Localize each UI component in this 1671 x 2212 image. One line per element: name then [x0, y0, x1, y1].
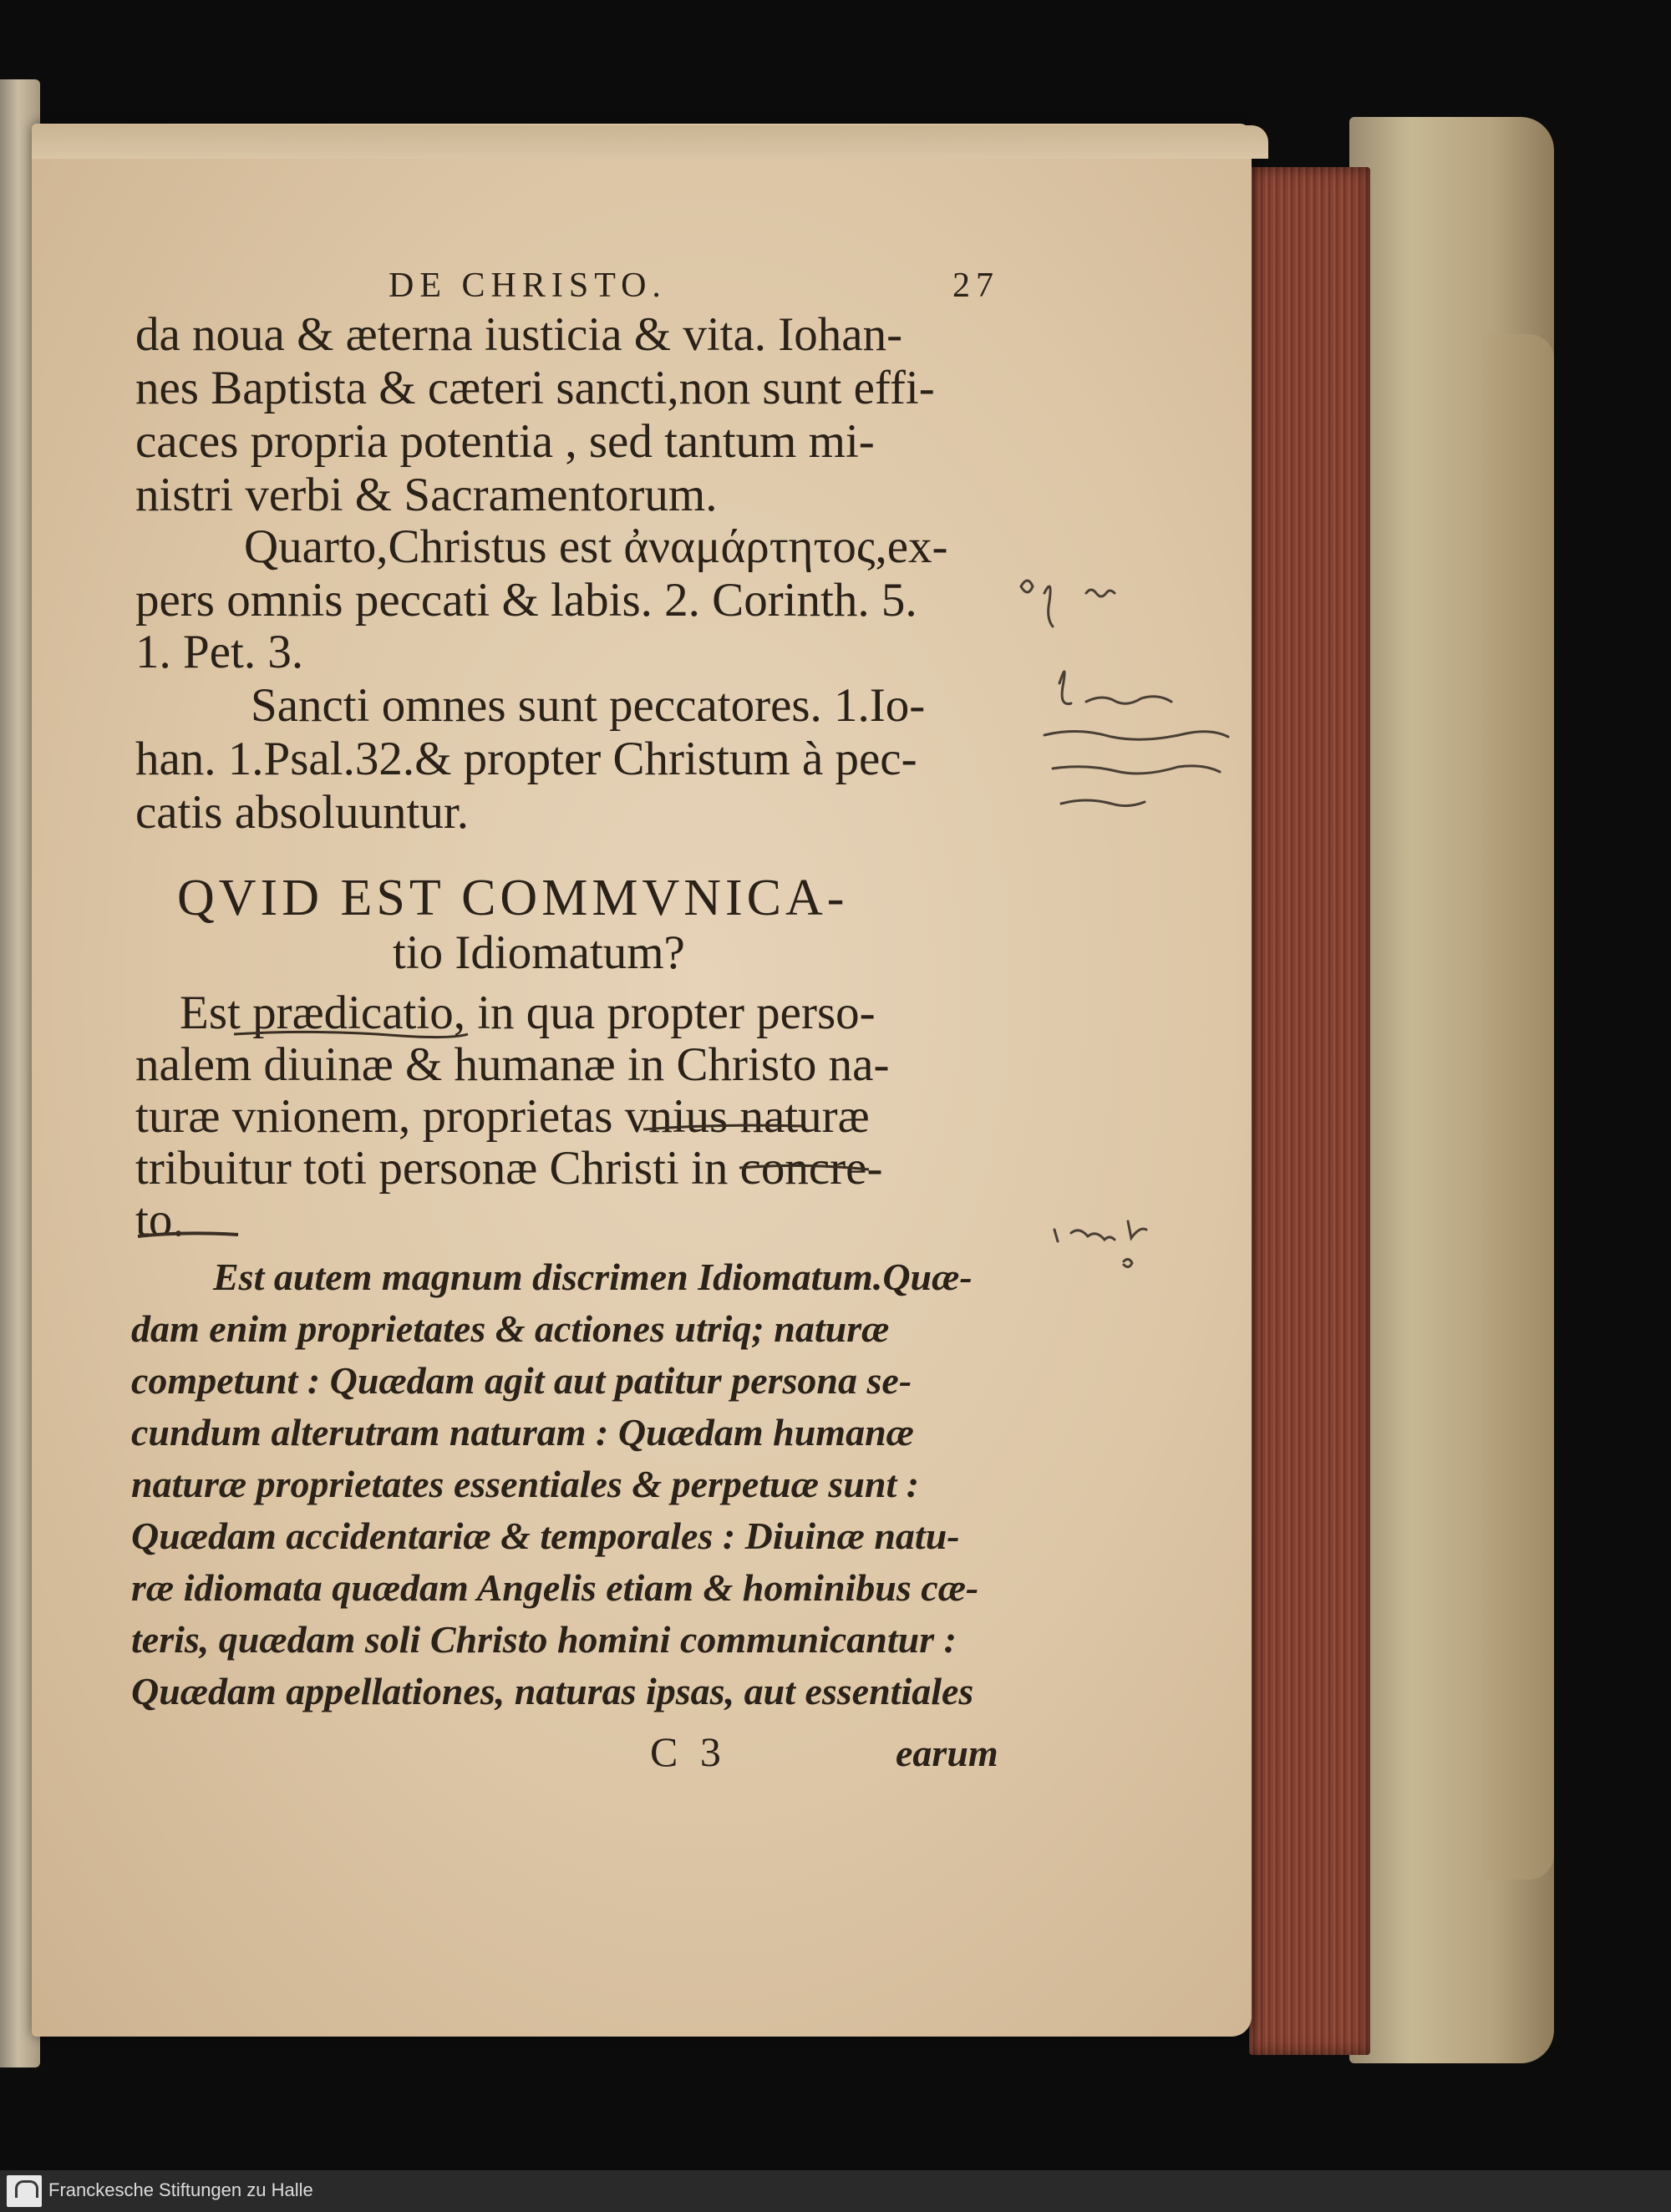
text-line: to. — [135, 1194, 185, 1246]
text-line: Quarto,Christus est ἀναμάρτητος,ex- — [244, 520, 948, 573]
text-line: tribuitur toti personæ Christi in concre- — [135, 1142, 883, 1195]
page-number: 27 — [952, 266, 999, 305]
footer-bar — [0, 2170, 1671, 2212]
text-line: han. 1.Psal.32.& propter Christum à pec- — [135, 733, 917, 785]
text-line: nistri verbi & Sacramentorum. — [135, 469, 718, 521]
text-line-italic: dam enim proprietates & actiones utriq; naturæ — [131, 1307, 890, 1350]
section-heading: QVID EST COMMVNICA- — [177, 870, 849, 926]
text-line-italic: Est autem magnum discrimen Idiomatum.Quæ- — [213, 1256, 973, 1298]
text-line-italic: Quædam accidentariæ & temporales : Diuinæ natu- — [131, 1514, 960, 1557]
text-line-italic: cundum alterutram naturam : Quædam humanæ — [131, 1411, 914, 1454]
running-header: DE CHRISTO. — [389, 266, 667, 305]
catchword: earum — [896, 1732, 998, 1774]
text-line: caces propria potentia , sed tantum mi- — [135, 415, 875, 468]
text-line-italic: competunt : Quædam agit aut patitur persona se- — [131, 1359, 912, 1402]
text-line: Sancti omnes sunt peccatores. 1.Io- — [251, 679, 926, 732]
text-line: Est prædicatio, in qua propter perso- — [180, 987, 876, 1039]
text-line: turæ vnionem, proprietas vnius naturæ — [135, 1090, 870, 1143]
text-line: pers omnis peccati & labis. 2. Corinth. 5. — [135, 574, 917, 627]
institution-name: Franckesche Stiftungen zu Halle — [48, 2179, 313, 2200]
text-line: catis absoluuntur. — [135, 786, 469, 839]
institution-logo-icon — [7, 2175, 42, 2207]
text-line: nalem diuinæ & humanæ in Christo na- — [135, 1038, 890, 1091]
text-line-italic: naturæ proprietates essentiales & perpetuæ sunt : — [131, 1463, 920, 1505]
text-line: nes Baptista & cæteri sancti,non sunt effi- — [135, 362, 935, 414]
text-line-italic: ræ idiomata quædam Angelis etiam & hominibus cæ- — [131, 1566, 979, 1609]
signature-mark: C 3 — [650, 1728, 727, 1775]
text-line: 1. Pet. 3. — [135, 626, 304, 678]
text-line: da noua & æterna iusticia & vita. Iohan- — [135, 308, 903, 361]
text-line-italic: teris, quædam soli Christo homini communicantur : — [131, 1618, 957, 1661]
text-line-italic: Quædam appellationes, naturas ipsas, aut essentiales — [131, 1670, 974, 1712]
section-heading-sub: tio Idiomatum? — [393, 926, 685, 979]
